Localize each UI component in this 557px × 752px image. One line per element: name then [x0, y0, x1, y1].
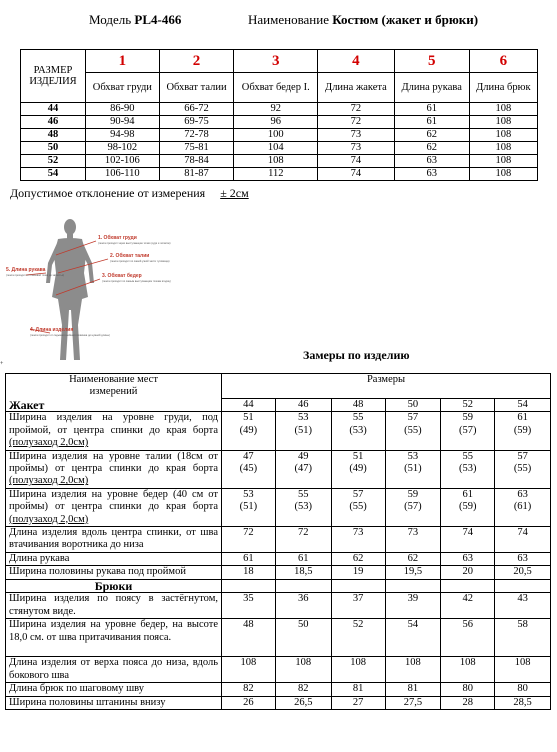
- measurement-description: [6, 488, 222, 526]
- measurement-value-cell: [495, 553, 551, 566]
- measurement-value: 39: [407, 593, 419, 605]
- measurement-value: 80: [462, 683, 473, 695]
- size-row: [21, 116, 538, 129]
- size-cell: 48: [21, 129, 86, 142]
- measurement-value-cell: [385, 593, 441, 619]
- measurement-label: Длина рукава: [9, 553, 70, 565]
- measurement-value: 108: [514, 657, 531, 669]
- measurement-row: [6, 619, 551, 657]
- measurement-note: (полузаход 2,0см): [9, 475, 89, 487]
- measurement-label: Ширина изделия на уровне бедер (40 см от проймы) от центра спинки до края борта: [9, 488, 218, 513]
- measurement-value-cell: [331, 657, 385, 683]
- measurement-value: 55: [462, 450, 473, 462]
- figure-label-title: 2. Обхват талии: [110, 253, 150, 259]
- measurement-value: 57: [407, 412, 419, 424]
- measurement-value-cell: [331, 593, 385, 619]
- size-row: [21, 129, 538, 142]
- size-value-cell: 96: [234, 116, 318, 129]
- size-row: [21, 168, 538, 181]
- measurement-value: 51: [352, 450, 364, 462]
- measurement-value: 72: [298, 527, 309, 539]
- size-value-cell: 75-81: [159, 142, 234, 155]
- measurement-value-cell: [441, 450, 495, 488]
- measurement-value-cell: [385, 683, 441, 696]
- measurement-value: 62: [407, 553, 419, 565]
- measurement-row: [6, 553, 551, 566]
- measurement-value: 49: [298, 450, 309, 462]
- measurement-value-cell: [275, 683, 331, 696]
- measurement-value: 59: [407, 488, 419, 500]
- measurements-title: Замеры по изделию: [303, 348, 410, 362]
- measurement-value-cell: [331, 683, 385, 696]
- figure-label-note: (лента проходит от плечевой точки до запястья): [6, 274, 65, 277]
- figure-label-title: 5. Длина рукава: [6, 267, 46, 273]
- size-value-cell: 104: [234, 142, 318, 155]
- size-value-cell: 73: [318, 142, 395, 155]
- column-number: 5: [394, 50, 469, 73]
- size-value-cell: 63: [394, 155, 469, 168]
- measurement-value-cell: [222, 412, 276, 450]
- measurement-row: [6, 593, 551, 619]
- measurement-value: 26: [243, 696, 254, 708]
- measurement-value-cell: [441, 593, 495, 619]
- measurement-row: [6, 450, 551, 488]
- measurement-row: [6, 527, 551, 553]
- measurement-value: 50: [298, 619, 309, 631]
- column-label: Обхват бедер I.: [234, 73, 318, 103]
- measurement-value-cell: [495, 696, 551, 709]
- figure-label-note: (лента проходит от седьмого шейного позвонка до нужной длины): [30, 334, 110, 337]
- measurement-value-cell: [222, 683, 276, 696]
- measurement-value-cell: [441, 696, 495, 709]
- product-name-heading: [248, 12, 478, 28]
- measurement-value-cell: [331, 412, 385, 450]
- empty-cell: [441, 579, 495, 592]
- measurement-subvalue: (55): [404, 424, 422, 436]
- measurement-value-cell: [222, 657, 276, 683]
- measurement-value: 19,5: [403, 566, 423, 578]
- size-cell: 52: [21, 155, 86, 168]
- measurement-value: 63: [462, 553, 473, 565]
- measurement-value-cell: [331, 696, 385, 709]
- measurement-value-cell: [441, 619, 495, 657]
- size-column-header: 44: [222, 399, 276, 412]
- size-value-cell: 73: [318, 129, 395, 142]
- measurement-value-cell: [385, 488, 441, 526]
- size-value-cell: 108: [469, 155, 537, 168]
- jacket-section-label: Жакет: [9, 397, 45, 412]
- empty-cell: [331, 579, 385, 592]
- measurement-value-cell: [385, 696, 441, 709]
- size-value-cell: 94-98: [86, 129, 160, 142]
- measurement-label: Ширина половины рукава под проймой: [9, 566, 186, 578]
- sizes-header: Размеры: [222, 374, 551, 399]
- size-column-header: 54: [495, 399, 551, 412]
- column-label: Длина брюк: [469, 73, 537, 103]
- measurement-description: [6, 657, 222, 683]
- measurement-subvalue: (55): [513, 463, 532, 475]
- measurement-value-cell: [275, 527, 331, 553]
- measurement-subvalue: (51): [239, 501, 258, 513]
- measurement-value-cell: [441, 657, 495, 683]
- measurement-value-cell: [275, 488, 331, 526]
- size-value-cell: 72: [318, 103, 395, 116]
- measurement-description: [6, 696, 222, 709]
- measurement-value-cell: [385, 553, 441, 566]
- figure-label-note: (лента проходит через выступающие точки груди и лопаток): [98, 242, 171, 245]
- size-value-cell: 100: [234, 129, 318, 142]
- measurement-description: [6, 450, 222, 488]
- name-label: Наименование: [248, 12, 329, 27]
- measurement-label: Ширина изделия на уровне бедер, на высоте 18,0 см. от шва притачивания пояса.: [9, 619, 218, 643]
- model-code: PL4-466: [134, 12, 182, 27]
- measurement-value: 18,5: [294, 566, 313, 578]
- measurement-value: 27,5: [403, 696, 423, 708]
- measurement-value: 43: [517, 593, 528, 605]
- size-value-cell: 108: [469, 129, 537, 142]
- figure-label-title: 1. Обхват груди: [98, 235, 137, 241]
- measurement-value-cell: [495, 527, 551, 553]
- figure-label-note: (лента проходит по самым выступающим точкам ягодиц): [102, 280, 171, 283]
- measurement-subvalue: (61): [513, 501, 532, 513]
- measurement-value-cell: [495, 683, 551, 696]
- measurement-value-cell: [385, 657, 441, 683]
- column-number: 3: [234, 50, 318, 73]
- size-cell: 54: [21, 168, 86, 181]
- measurement-value-cell: [275, 619, 331, 657]
- measurement-value: 28: [462, 696, 473, 708]
- measurement-value-cell: [222, 553, 276, 566]
- measurement-value: 28,5: [513, 696, 532, 708]
- measurement-value: 73: [407, 527, 419, 539]
- measurement-subvalue: (47): [294, 463, 312, 475]
- size-value-cell: 62: [394, 129, 469, 142]
- measurement-value-cell: [385, 450, 441, 488]
- figure-labels: [6, 234, 171, 337]
- measurement-subvalue: (55): [349, 501, 367, 513]
- figure-label-note: (лента проходит по самой узкой части туловища): [110, 260, 170, 263]
- measurement-value: 56: [462, 619, 473, 631]
- size-value-cell: 102-106: [86, 155, 160, 168]
- measurement-description: [6, 553, 222, 566]
- measurement-value: 48: [243, 619, 254, 631]
- measurement-value: 73: [352, 527, 364, 539]
- measurement-value: 47: [243, 450, 254, 462]
- figure-label-title: 3. Обхват бедер: [102, 273, 142, 279]
- table-anchor-mark: +: [0, 361, 4, 367]
- measurement-value-cell: [441, 566, 495, 579]
- model-label: Модель: [89, 12, 132, 27]
- size-cell: 46: [21, 116, 86, 129]
- body-silhouette: [46, 219, 94, 360]
- size-column-header: 52: [441, 399, 495, 412]
- measurement-value: 74: [517, 527, 528, 539]
- size-value-cell: 62: [394, 142, 469, 155]
- measurement-value-cell: [331, 553, 385, 566]
- size-cell: 44: [21, 103, 86, 116]
- measurement-value: 82: [298, 683, 309, 695]
- measurement-label: Ширина половины штанины внизу: [9, 696, 166, 708]
- measurement-value-cell: [222, 488, 276, 526]
- column-number: 1: [86, 50, 160, 73]
- size-value-cell: 81-87: [159, 168, 234, 181]
- measurement-value-cell: [385, 527, 441, 553]
- size-value-cell: 108: [469, 142, 537, 155]
- measurement-value: 53: [407, 450, 419, 462]
- size-corner-label: РАЗМЕР ИЗДЕЛИЯ: [21, 50, 86, 103]
- measurement-subvalue: (51): [294, 424, 312, 436]
- measurement-value: 19: [352, 566, 364, 578]
- measurement-value: 57: [517, 450, 528, 462]
- size-value-cell: 72: [318, 116, 395, 129]
- measurement-value: 81: [407, 683, 419, 695]
- measurement-value: 80: [517, 683, 528, 695]
- measurement-value-cell: [495, 657, 551, 683]
- tolerance-value: ± 2см: [220, 186, 249, 200]
- empty-cell: [495, 579, 551, 592]
- size-value-cell: 92: [234, 103, 318, 116]
- column-label: Обхват талии: [159, 73, 234, 103]
- column-number: 2: [159, 50, 234, 73]
- measurement-description: [6, 619, 222, 657]
- measurement-value: 35: [243, 593, 254, 605]
- size-value-cell: 61: [394, 116, 469, 129]
- body-measurement-figure: [0, 215, 215, 365]
- empty-cell: [385, 579, 441, 592]
- size-value-cell: 98-102: [86, 142, 160, 155]
- measurement-value: 81: [352, 683, 364, 695]
- size-value-cell: 78-84: [159, 155, 234, 168]
- measurement-row: [6, 696, 551, 709]
- trousers-section-row: [6, 579, 551, 592]
- measurement-value-cell: [331, 527, 385, 553]
- size-cell: 50: [21, 142, 86, 155]
- measurement-value: 26,5: [294, 696, 313, 708]
- size-value-cell: 112: [234, 168, 318, 181]
- size-value-cell: 74: [318, 168, 395, 181]
- measurement-value: 72: [243, 527, 254, 539]
- measurement-value: 57: [352, 488, 364, 500]
- measurement-subvalue: (53): [458, 463, 477, 475]
- measurement-label: Ширина изделия на уровне груди, под проймой, от центра спинки до края борта: [9, 412, 218, 436]
- column-label: Обхват груди: [86, 73, 160, 103]
- measurement-value-cell: [385, 412, 441, 450]
- empty-cell: [275, 579, 331, 592]
- measurement-value: 18: [243, 566, 254, 578]
- garment-measurements-table: [5, 373, 551, 710]
- measurement-subvalue: (49): [239, 424, 258, 436]
- measurement-subvalue: (45): [239, 463, 258, 475]
- column-label: Длина рукава: [394, 73, 469, 103]
- measurement-value: 58: [517, 619, 528, 631]
- measurement-value: 51: [243, 412, 254, 424]
- measurement-value-cell: [222, 450, 276, 488]
- size-value-cell: 108: [469, 116, 537, 129]
- measurement-value-cell: [222, 619, 276, 657]
- measurement-subvalue: (53): [349, 424, 367, 436]
- measurement-label: Ширина изделия по поясу в застёгнутом, стянутом виде.: [9, 593, 218, 617]
- measurement-row: [6, 412, 551, 450]
- tolerance-text: Допустимое отклонение от измерения: [10, 186, 206, 200]
- measurement-value-cell: [441, 527, 495, 553]
- measurement-value: 63: [517, 488, 528, 500]
- size-row: [21, 155, 538, 168]
- measurement-label: Длина изделия от верха пояса до низа, вдоль бокового шва: [9, 657, 218, 681]
- measurement-value-cell: [222, 696, 276, 709]
- measurement-value-cell: [385, 566, 441, 579]
- size-value-cell: 90-94: [86, 116, 160, 129]
- measurement-description: [6, 566, 222, 579]
- measurement-value: 20: [462, 566, 473, 578]
- size-row: [21, 142, 538, 155]
- measurement-value-cell: [222, 566, 276, 579]
- measurement-note: (полузаход 2,0см): [9, 437, 89, 449]
- measurement-row: [6, 566, 551, 579]
- measurement-value-cell: [222, 527, 276, 553]
- measurement-value: 53: [243, 488, 254, 500]
- measurement-value: 108: [459, 657, 476, 669]
- measurement-value: 59: [462, 412, 473, 424]
- measurement-label: Ширина изделия на уровне талии (18см от проймы) от центра спинки до края борта: [9, 450, 218, 475]
- measurement-value: 52: [352, 619, 364, 631]
- name-value: Костюм (жакет и брюки): [332, 12, 479, 27]
- measurement-value-cell: [495, 619, 551, 657]
- size-value-cell: 108: [469, 103, 537, 116]
- figure-label-title: 4. Длина изделия: [30, 327, 74, 333]
- trousers-section-label: Брюки: [6, 579, 222, 592]
- measurement-value-cell: [495, 593, 551, 619]
- measurement-value: 54: [407, 619, 419, 631]
- measurement-label: Длина изделия вдоль центра спинки, от шва втачивания воротника до низа: [9, 527, 218, 551]
- measurements-header-label: Наименование мест измерений: [69, 374, 158, 398]
- measurement-note: (полузаход 2,0см): [9, 513, 89, 525]
- measurement-row: [6, 683, 551, 696]
- measurement-value-cell: [331, 619, 385, 657]
- measurement-value: 42: [462, 593, 473, 605]
- measurement-label: Длина брюк по шаговому шву: [9, 683, 145, 695]
- measurement-description: [6, 527, 222, 553]
- measurement-subvalue: (57): [404, 501, 422, 513]
- size-value-cell: 108: [469, 168, 537, 181]
- measurement-value-cell: [275, 412, 331, 450]
- measurement-value-cell: [331, 566, 385, 579]
- measurement-value-cell: [441, 412, 495, 450]
- measurement-value: 27: [352, 696, 364, 708]
- measurement-description: [6, 683, 222, 696]
- measurement-subvalue: (57): [458, 424, 477, 436]
- column-label: Длина жакета: [318, 73, 395, 103]
- size-value-cell: 108: [234, 155, 318, 168]
- measurement-value-cell: [275, 553, 331, 566]
- size-column-header: 46: [275, 399, 331, 412]
- column-number: 4: [318, 50, 395, 73]
- measurement-value-cell: [222, 593, 276, 619]
- measurement-value: 55: [352, 412, 364, 424]
- measurement-value: 74: [462, 527, 473, 539]
- measurement-value-cell: [495, 450, 551, 488]
- measurement-description: [6, 593, 222, 619]
- measurement-value-cell: [275, 450, 331, 488]
- measurement-value-cell: [441, 488, 495, 526]
- measurement-value-cell: [275, 593, 331, 619]
- size-column-header: 50: [385, 399, 441, 412]
- measurement-value-cell: [275, 566, 331, 579]
- measurement-value: 61: [517, 412, 528, 424]
- model-heading: [89, 12, 181, 28]
- measurement-value: 108: [405, 657, 421, 669]
- measurement-value: 108: [295, 657, 312, 669]
- size-value-cell: 61: [394, 103, 469, 116]
- measurement-subvalue: (59): [458, 501, 477, 513]
- size-row: [21, 103, 538, 116]
- measurement-value-cell: [385, 619, 441, 657]
- measurement-value: 61: [462, 488, 473, 500]
- measurement-value-cell: [275, 657, 331, 683]
- measurement-value-cell: [495, 412, 551, 450]
- size-value-cell: 74: [318, 155, 395, 168]
- measurement-value-cell: [331, 450, 385, 488]
- measurement-value-cell: [275, 696, 331, 709]
- measurement-value-cell: [441, 683, 495, 696]
- measurement-value-cell: [331, 488, 385, 526]
- measurement-value: 53: [298, 412, 309, 424]
- size-chart-table: [20, 49, 538, 181]
- measurement-subvalue: (49): [349, 463, 367, 475]
- measurement-value: 82: [243, 683, 254, 695]
- empty-cell: [222, 579, 276, 592]
- measurement-value: 20,5: [513, 566, 532, 578]
- size-value-cell: 86-90: [86, 103, 160, 116]
- measurement-value: 108: [240, 657, 257, 669]
- size-value-cell: 69-75: [159, 116, 234, 129]
- measurement-description: [6, 412, 222, 450]
- measurement-subvalue: (51): [404, 463, 422, 475]
- column-number: 6: [469, 50, 537, 73]
- measurement-value: 37: [352, 593, 364, 605]
- measurement-subvalue: (53): [294, 501, 312, 513]
- measurement-value-cell: [495, 488, 551, 526]
- measurement-value-cell: [495, 566, 551, 579]
- measurement-row: [6, 657, 551, 683]
- measurement-value: 63: [517, 553, 528, 565]
- measurement-value: 55: [298, 488, 309, 500]
- size-value-cell: 63: [394, 168, 469, 181]
- size-value-cell: 106-110: [86, 168, 160, 181]
- measurement-value: 61: [243, 553, 254, 565]
- measurement-value: 36: [298, 593, 309, 605]
- measurement-value: 108: [350, 657, 366, 669]
- measurement-value: 61: [298, 553, 309, 565]
- size-value-cell: 72-78: [159, 129, 234, 142]
- size-value-cell: 66-72: [159, 103, 234, 116]
- measurement-value: 62: [352, 553, 364, 565]
- size-column-header: 48: [331, 399, 385, 412]
- measurement-row: [6, 488, 551, 526]
- measurement-subvalue: (59): [513, 424, 532, 436]
- measurements-header-cell: [6, 374, 222, 412]
- tolerance-note: [10, 186, 249, 201]
- measurement-value-cell: [441, 553, 495, 566]
